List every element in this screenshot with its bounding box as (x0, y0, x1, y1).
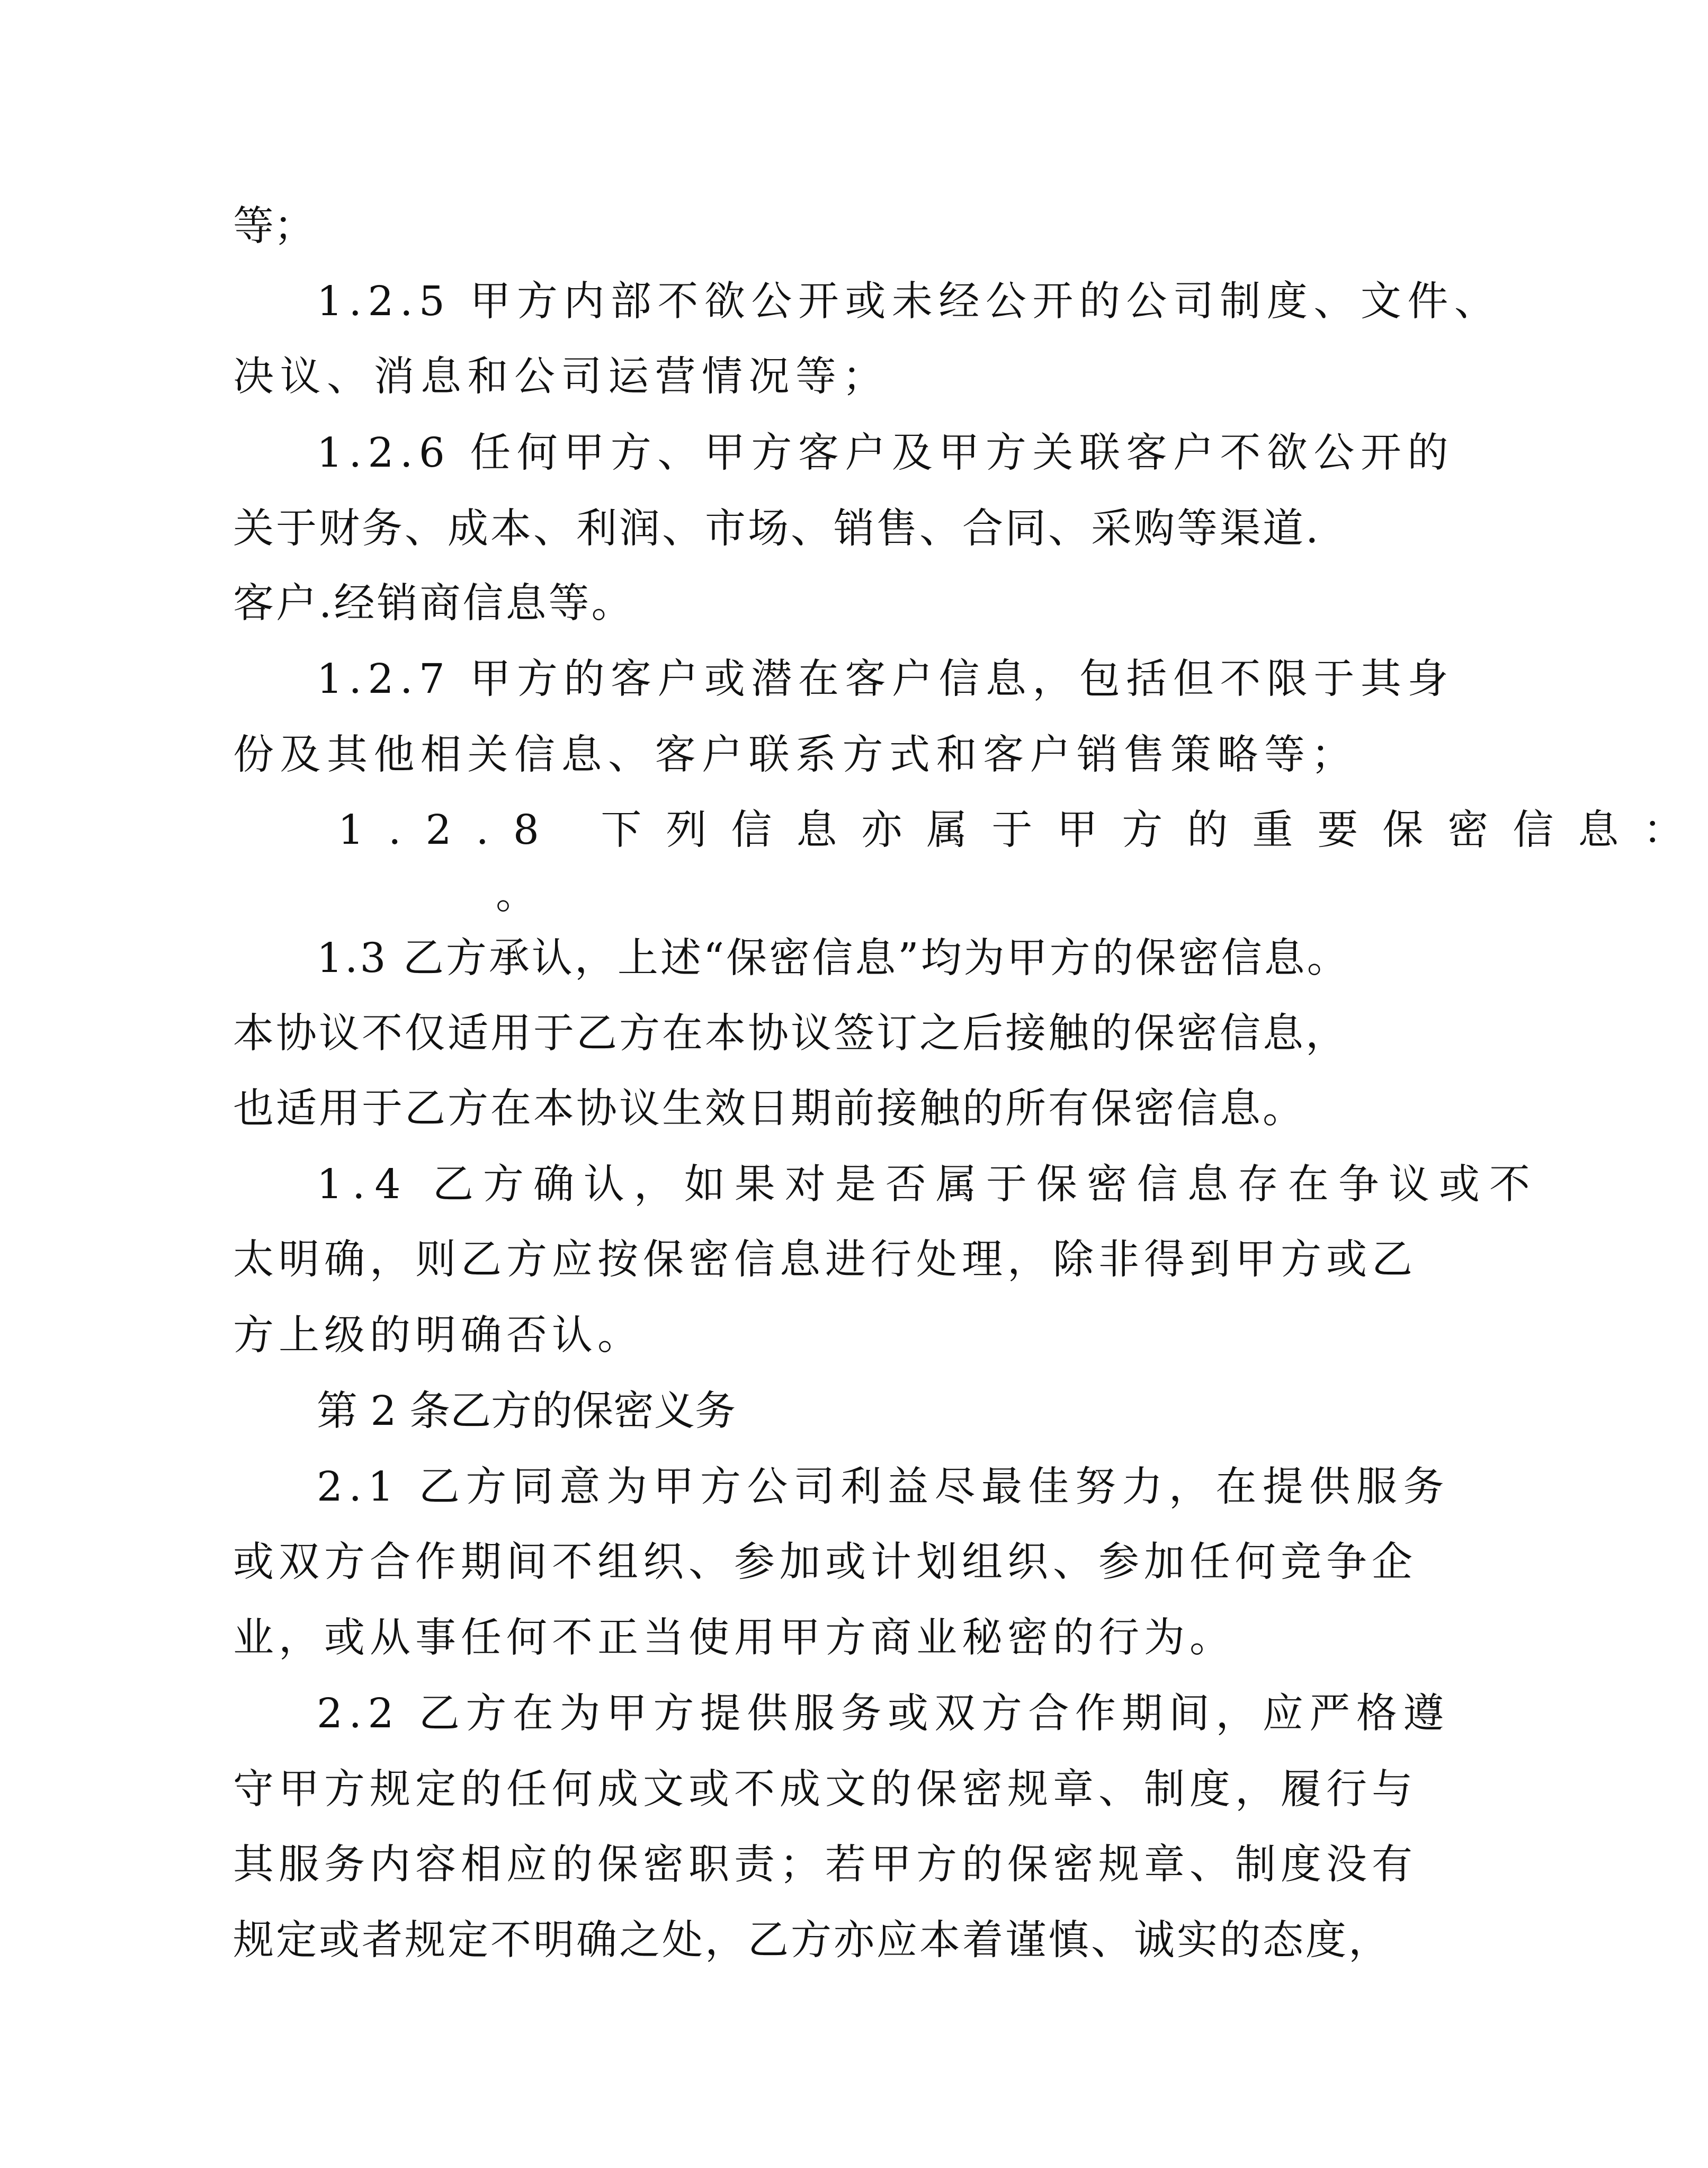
section-heading: 第 2 条乙方的保密义务 (317, 1388, 736, 1435)
text-line: 业，或从事任何不正当使用甲方商业秘密的行为。 (233, 1614, 1235, 1662)
text-line: 1.2.7 甲方的客户或潜在客户信息，包括但不限于其身 (317, 656, 1454, 703)
text-line: 其服务内容相应的保密职责；若甲方的保密规章、制度没有 (233, 1841, 1417, 1888)
text-line: 份及其他相关信息、客户联系方式和客户销售策略等； (233, 731, 1358, 779)
text-line: 1.2.6 任何甲方、甲方客户及甲方关联客户不欲公开的 (317, 430, 1454, 477)
text-line: 1.3 乙方承认，上述“保密信息”均为甲方的保密信息。 (317, 935, 1350, 982)
text-line: 客户.经销商信息等。 (233, 580, 634, 627)
text-line: 。 (496, 871, 536, 918)
text-line: 1.2.5 甲方内部不欲公开或未经公开的公司制度、文件、 (317, 278, 1501, 325)
text-line: 太明确，则乙方应按保密信息进行处理，除非得到甲方或乙 (233, 1236, 1417, 1283)
text-line: 规定或者规定不明确之处，乙方亦应本着谨慎、诚实的态度， (233, 1917, 1391, 1964)
text-line: 本协议不仅适用于乙方在本协议签订之后接触的保密信息， (233, 1010, 1348, 1057)
text-line: 2.1 乙方同意为甲方公司利益尽最佳努力，在提供服务 (317, 1464, 1450, 1511)
text-line: 决议、消息和公司运营情况等； (233, 353, 889, 400)
text-line: 等； (233, 203, 315, 250)
text-line: 守甲方规定的任何成文或不成文的保密规章、制度，履行与 (233, 1766, 1417, 1813)
text-line: 2.2 乙方在为甲方提供服务或双方合作期间，应严格遵 (317, 1690, 1450, 1737)
text-line: 或双方合作期间不组织、参加或计划组织、参加任何竞争企 (233, 1539, 1417, 1586)
text-line: 1.4 乙方确认，如果对是否属于保密信息存在争议或不 (317, 1161, 1540, 1208)
text-line: 关于财务、成本、利润、市场、销售、合同、采购等渠道. (233, 505, 1321, 552)
text-line: 1.2.8 下列信息亦属于甲方的重要保密信息： (338, 807, 1708, 854)
text-line: 也适用于乙方在本协议生效日期前接触的所有保密信息。 (233, 1085, 1305, 1132)
text-line: 方上级的明确否认。 (233, 1312, 643, 1359)
